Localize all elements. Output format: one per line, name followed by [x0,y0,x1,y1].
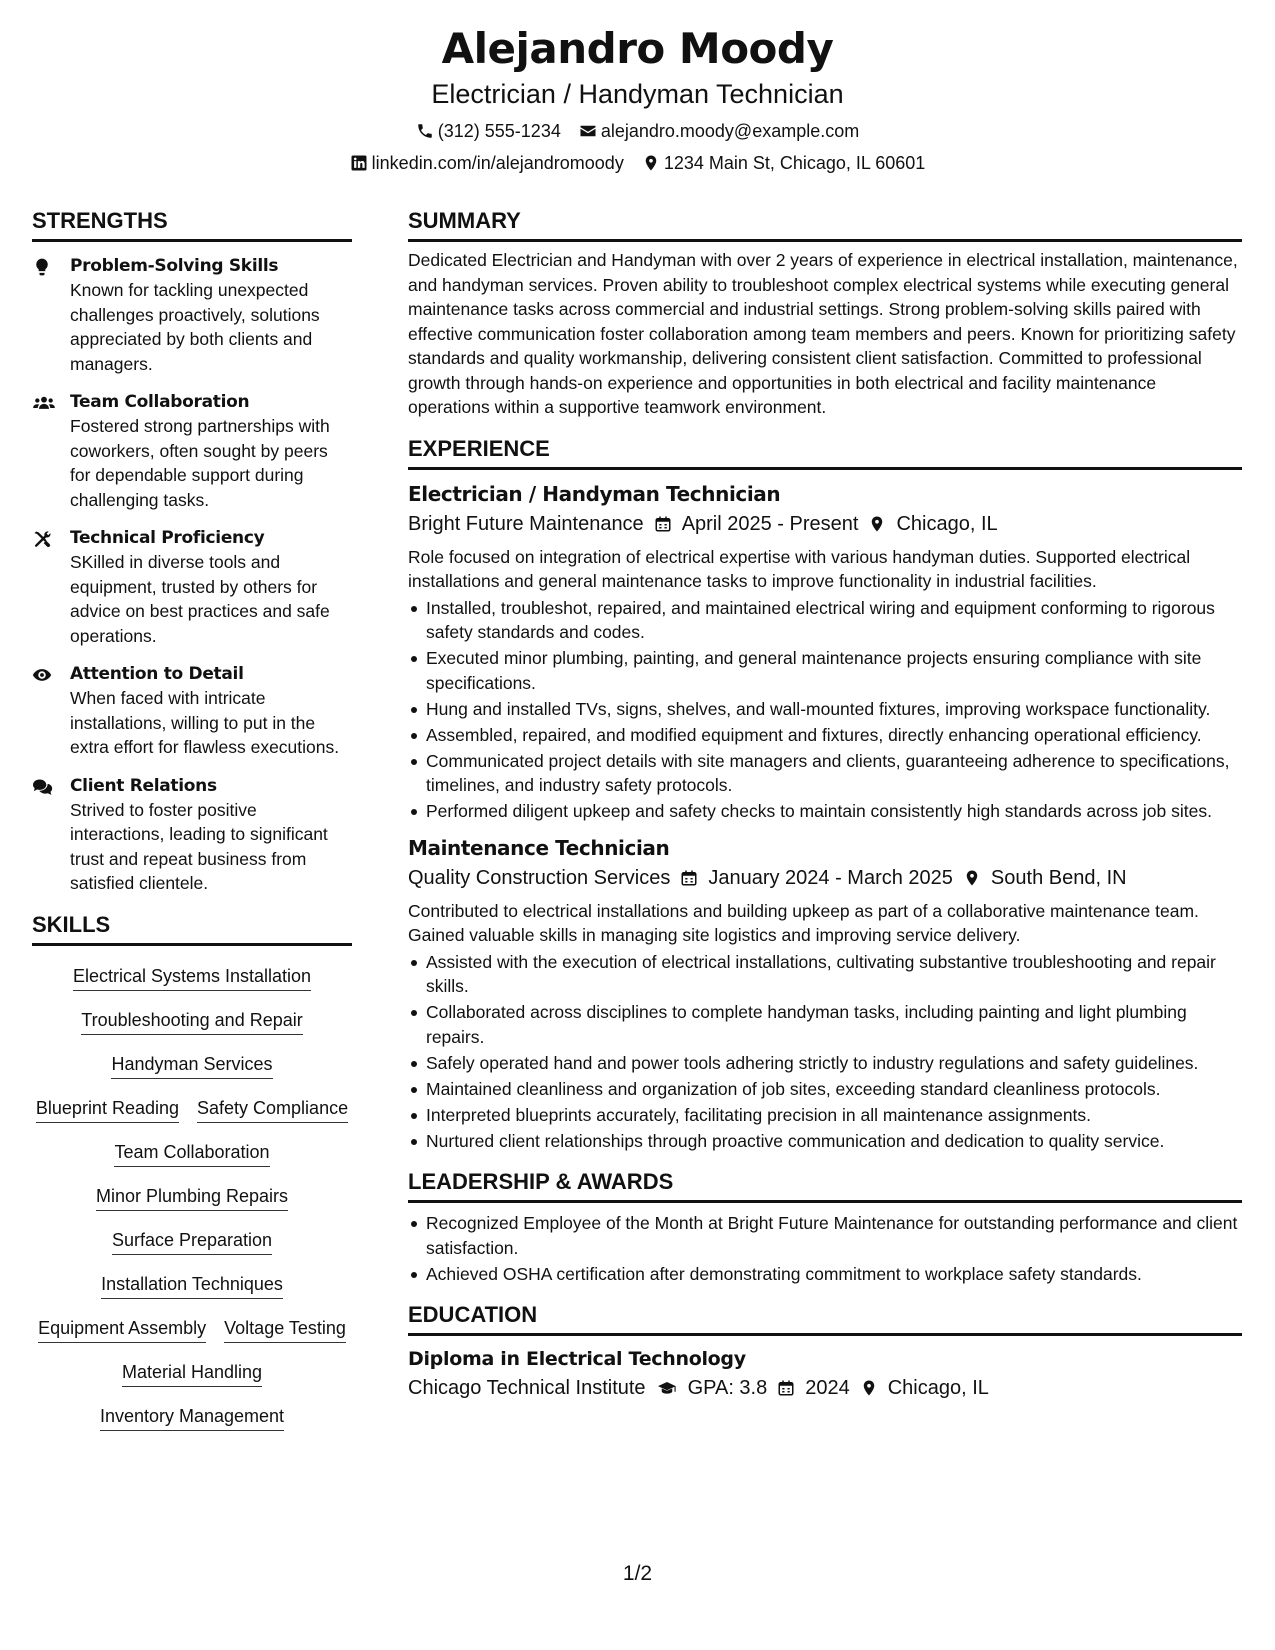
education-section [408,1300,1242,1403]
calendar-icon [777,1379,795,1397]
strength-item [32,390,352,512]
strengths-heading: STRENGTHS [32,206,352,242]
email-text[interactable]: alejandro.moody@example.com [600,121,860,141]
contact-phone [416,118,561,144]
map-pin-icon [963,869,981,887]
bullet-item: Nurtured client relationships through proactive communication and dedication to quality service. [408,1129,1242,1154]
bullet-item: Hung and installed TVs, signs, shelves, and wall-mounted fixtures, improving workspace functionality. [408,697,1242,722]
job-dates: January 2024 - March 2025 [708,866,953,889]
summary-text: Dedicated Electrician and Handyman with over 2 years of experience in electrical installation, maintenance, and handyman services. Proven ability to troubleshoot complex electrical systems while executing general maintenance tasks across commercial and industrial settings. Strong problem-solving skills paired with effective communication foster collaboration among team members and peers. Known for prioritizing safety standards and quality workmanship, delivering consistent client satisfaction. Committed to professional growth through hands-on experience and opportunities in both electrical and facility maintenance operations within a supportive teamwork environment. [408,250,1238,417]
strength-item [32,254,352,376]
strength-item [32,526,352,648]
contact-email[interactable] [579,118,859,144]
strength-title: Technical Proficiency [70,528,265,548]
phone-text: (312) 555-1234 [437,121,561,141]
education-year: 2024 [805,1377,850,1399]
phone-icon [416,122,434,140]
strength-desc: Strived to foster positive interactions, leading to significant trust and repeat business from satisfied clientele. [70,799,328,893]
degree-title: Diploma in Electrical Technology [408,1348,746,1370]
bullet-item: Interpreted blueprints accurately, facilitating precision in all maintenance assignments. [408,1103,1242,1128]
job-meta [408,863,1242,893]
experience-heading: EXPERIENCE [408,434,1242,470]
bullet-item: Assisted with the execution of electrical installations, cultivating substantive troubleshooting and repair skills. [408,950,1242,999]
contact-row-1 [0,118,1275,144]
bullet-item: Assembled, repaired, and modified equipment and fixtures, directly enhancing operational efficiency. [408,723,1242,748]
eye-icon [32,665,52,685]
skill-tag: Troubleshooting and Repair [81,1008,302,1035]
bullet-item: Executed minor plumbing, painting, and general maintenance projects ensuring compliance with site specifications. [408,646,1242,695]
skills-heading: SKILLS [32,910,352,946]
experience-section [408,434,1242,1154]
skill-tag: Blueprint Reading [36,1096,179,1123]
skill-tag: Minor Plumbing Repairs [96,1184,288,1211]
strength-item [32,774,352,896]
job-company: Bright Future Maintenance [408,512,644,535]
strength-title: Attention to Detail [70,664,244,684]
map-pin-icon [868,515,886,533]
map-pin-icon [642,154,660,172]
candidate-name: Alejandro Moody [441,24,834,73]
bullet-item: Installed, troubleshot, repaired, and maintained electrical wiring and equipment conforming to rigorous safety standards and codes. [408,596,1242,645]
gpa-text: GPA: 3.8 [687,1377,768,1399]
left-column [32,206,352,1448]
linkedin-text[interactable]: linkedin.com/in/alejandromoody [371,153,624,173]
leadership-heading: LEADERSHIP & AWARDS [408,1167,1242,1203]
skill-tag: Surface Preparation [112,1228,272,1255]
bullet-item: Achieved OSHA certification after demonstrating commitment to workplace safety standards. [408,1262,1242,1287]
resume-header [0,22,1275,176]
education-meta [408,1373,1242,1403]
skill-tag: Team Collaboration [114,1140,269,1167]
strength-title: Problem-Solving Skills [70,256,279,276]
calendar-icon [680,869,698,887]
job-company: Quality Construction Services [408,866,671,889]
linkedin-icon [350,154,368,172]
users-icon [32,393,56,413]
address-text: 1234 Main St, Chicago, IL 60601 [663,153,926,173]
leadership-bullets [408,1211,1242,1286]
contact-linkedin[interactable] [350,150,624,176]
education-location: Chicago, IL [887,1377,989,1399]
calendar-icon [654,515,672,533]
bullet-item: Recognized Employee of the Month at Bright Future Maintenance for outstanding performance and client satisfaction. [408,1211,1242,1260]
skill-tag: Voltage Testing [224,1316,346,1343]
job-title: Maintenance Technician [408,835,670,860]
job-bullets [408,596,1242,824]
bullet-item: Communicated project details with site managers and clients, guaranteeing adherence to specifications, timelines, and industry safety protocols. [408,749,1242,798]
job-entry [408,834,1242,1154]
tools-icon [32,529,52,549]
right-column [408,206,1242,1417]
skill-tag: Safety Compliance [197,1096,348,1123]
job-entry [408,480,1242,824]
summary-section [408,206,1242,420]
lightbulb-icon [32,257,52,277]
contact-address [642,150,926,176]
page-number: 1/2 [622,1562,653,1585]
skills-list [32,964,352,1448]
skill-tag: Electrical Systems Installation [73,964,311,991]
skill-tag: Equipment Assembly [38,1316,206,1343]
strength-desc: Known for tackling unexpected challenges proactively, solutions appreciated by both clients and managers. [70,280,320,374]
bullet-item: Maintained cleanliness and organization of job sites, exceeding standard cleanliness protocols. [408,1077,1242,1102]
job-desc: Role focused on integration of electrical expertise with various handyman duties. Supported electrical installations and general maintenance tasks to improve functionality in industrial facilities. [408,546,1191,591]
bullet-item: Collaborated across disciplines to complete handyman tasks, including painting and light plumbing repairs. [408,1000,1242,1049]
school-name: Chicago Technical Institute [408,1377,646,1399]
candidate-title: Electrician / Handyman Technician [431,79,844,109]
skill-tag: Inventory Management [100,1404,284,1431]
strength-desc: When faced with intricate installations, willing to put in the extra effort for flawless executions. [70,688,340,757]
job-title: Electrician / Handyman Technician [408,481,781,506]
skill-tag: Material Handling [122,1360,262,1387]
job-dates: April 2025 - Present [681,512,859,535]
job-location: South Bend, IN [990,866,1127,889]
contact-row-2 [0,150,1275,176]
bullet-item: Safely operated hand and power tools adhering strictly to industry regulations and safety guidelines. [408,1051,1242,1076]
leadership-section [408,1167,1242,1286]
envelope-icon [579,122,597,140]
map-pin-icon [860,1379,878,1397]
job-desc: Contributed to electrical installations and building upkeep as part of a collaborative maintenance team. Gained valuable skills in managing site logistics and improving service delivery. [408,900,1199,945]
strengths-list [32,254,352,896]
skill-tag: Installation Techniques [101,1272,283,1299]
strength-title: Team Collaboration [70,392,250,412]
bullet-item: Performed diligent upkeep and safety checks to maintain consistently high standards across job sites. [408,799,1242,824]
education-heading: EDUCATION [408,1300,1242,1336]
strength-desc: SKilled in diverse tools and equipment, trusted by others for advice on best practices and safe operations. [70,552,330,646]
graduation-cap-icon [656,1379,678,1397]
strength-desc: Fostered strong partnerships with coworkers, often sought by peers for dependable support during challenging tasks. [70,416,330,510]
summary-heading: SUMMARY [408,206,1242,242]
strength-title: Client Relations [70,775,217,796]
job-location: Chicago, IL [896,512,998,535]
job-meta [408,509,1242,539]
job-bullets [408,950,1242,1154]
skill-tag: Handyman Services [111,1052,272,1079]
strength-item [32,662,352,760]
comments-icon [32,777,54,797]
